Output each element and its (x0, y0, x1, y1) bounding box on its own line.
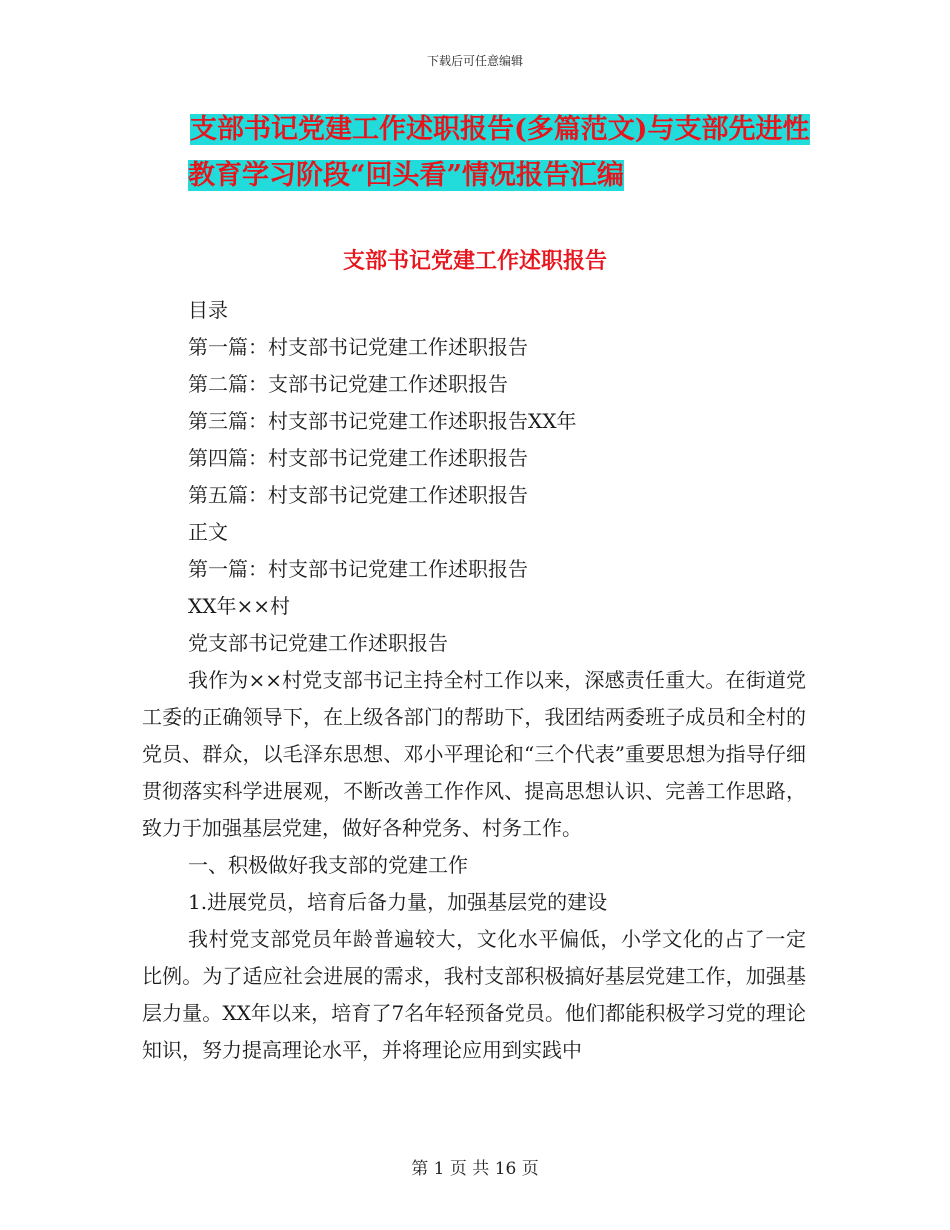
title-line-1: 支部书记党建工作述职报告(多篇范文)与支部先进性 (190, 114, 810, 145)
toc-item: 第一篇：村支部书记党建工作述职报告 (188, 335, 528, 359)
header-note: 下载后可任意编辑 (426, 54, 523, 68)
title-line-2: 教育学习阶段“回头看”情况报告汇编 (188, 160, 625, 191)
toc-heading: 目录 (188, 298, 228, 322)
chapter-title: 第一篇：村支部书记党建工作述职报告 (188, 557, 528, 581)
report-line: 党支部书记党建工作述职报告 (188, 631, 448, 655)
paragraph: 我作为××村党支部书记主持全村工作以来，深感责任重大。在街道党工委的正确领导下，在上级各部门的帮助下，我团结两委班子成员和全村的党员、群众，以毛泽东思想、邓小平理论和“三个代表”重要思想为指导仔细贯彻落实科学进展观，不断改善工作作风、提高思想认识、完善工作思路，致力于加强基层党建，做好各种党务、村务工作。 (142, 668, 806, 840)
toc-item: 第二篇：支部书记党建工作述职报告 (188, 372, 508, 396)
toc-item: 第四篇：村支部书记党建工作述职报告 (188, 446, 528, 470)
page-number: 第 1 页 共 16 页 (411, 1159, 539, 1179)
toc-item: 第五篇：村支部书记党建工作述职报告 (188, 483, 528, 507)
subsection-heading: 1.进展党员，培育后备力量，加强基层党的建设 (188, 890, 608, 914)
toc-item: 第三篇：村支部书记党建工作述职报告XX年 (188, 409, 577, 433)
section-title: 支部书记党建工作述职报告 (342, 248, 607, 274)
paragraph: 我村党支部党员年龄普遍较大，文化水平偏低，小学文化的占了一定比例。为了适应社会进展的需求，我村支部积极搞好基层党建工作，加强基层力量。XX年以来，培育了7名年轻预备党员。他们都能积极学习党的理论知识，努力提高理论水平，并将理论应用到实践中 (142, 927, 806, 1062)
village-line: XX年××村 (188, 594, 290, 618)
section-heading: 一、积极做好我支部的党建工作 (188, 853, 468, 877)
document-body (142, 292, 806, 1069)
body-heading: 正文 (188, 520, 228, 544)
